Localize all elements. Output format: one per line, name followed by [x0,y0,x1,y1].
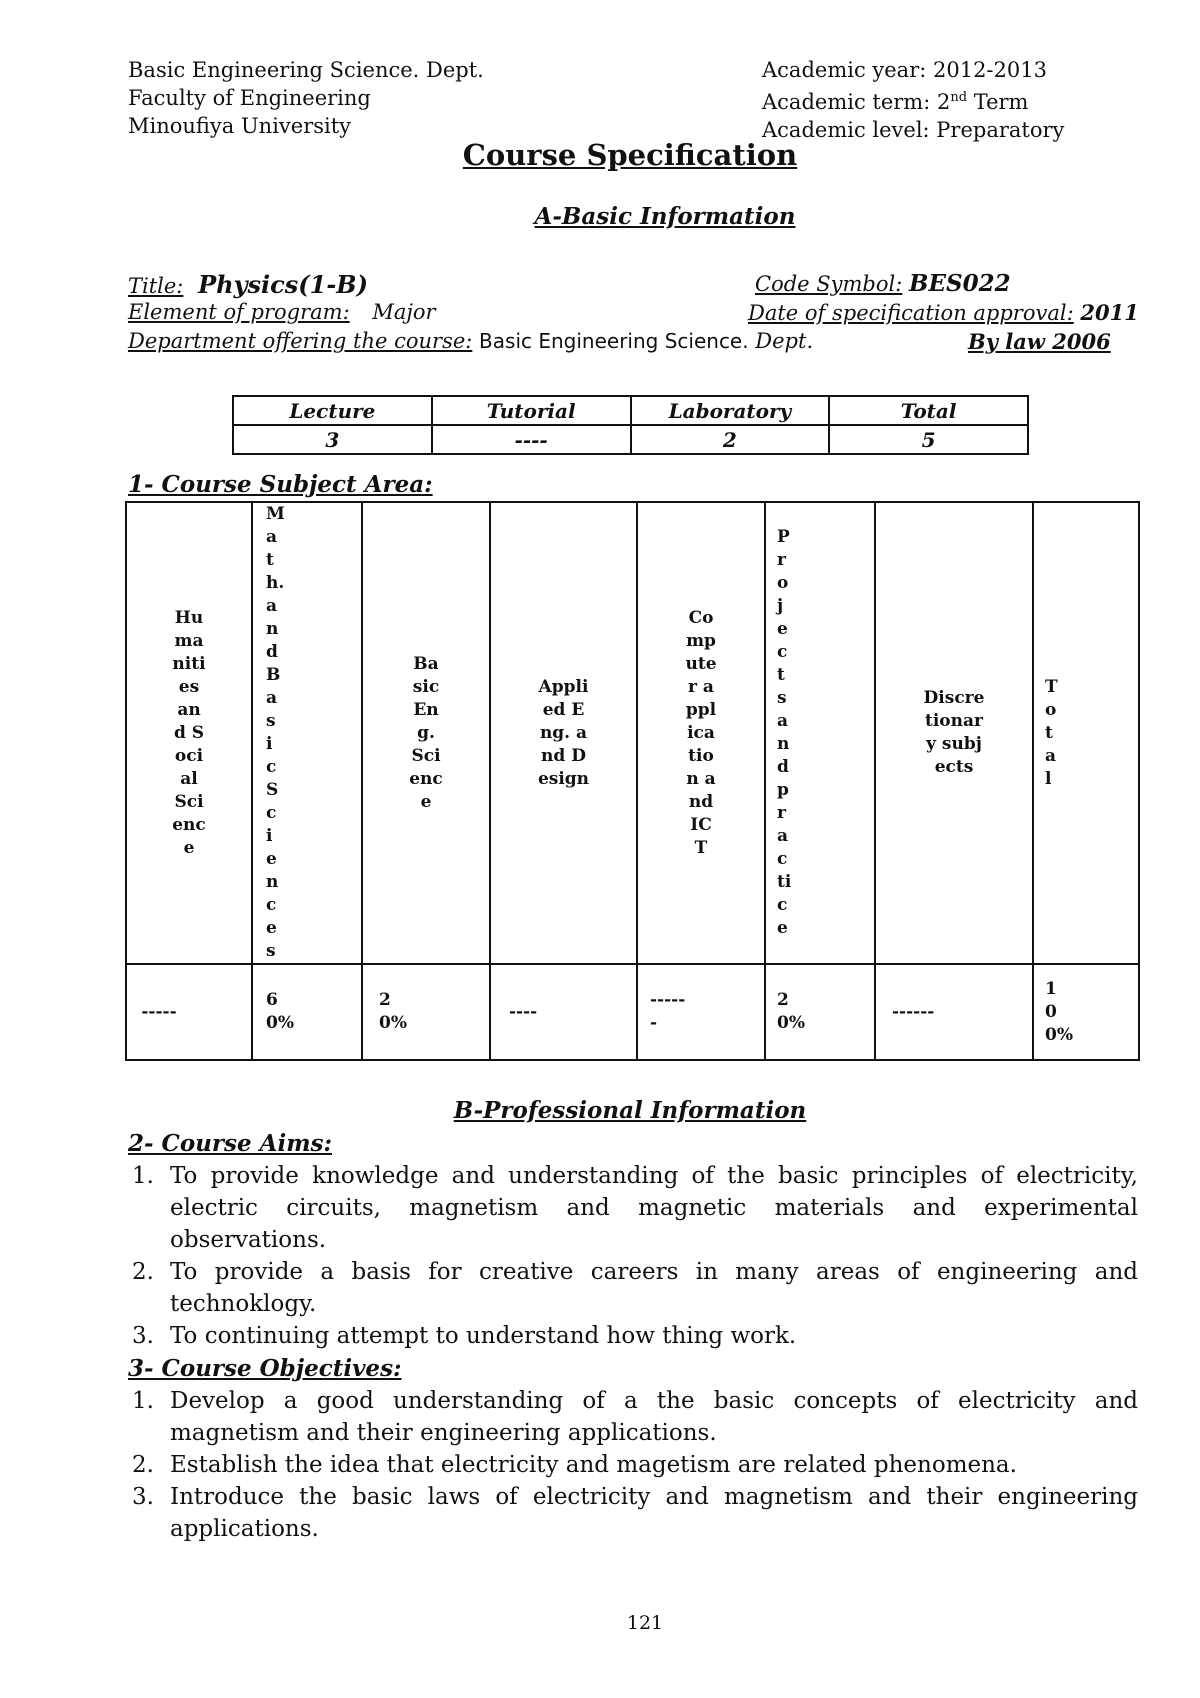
academic-term: Academic term: 2nd Term [762,90,1029,114]
humanities-header: Humanities and Social Science [126,502,252,964]
academic-year: Academic year: 2012-2013 [762,58,1047,82]
list-item: 2. Establish the idea that electricity and magetism are related phenomena. [132,1452,1017,1478]
applied-eng-design-header: Applied Eng. and Design [490,502,637,964]
title-value: Physics(1-B) [198,270,368,299]
list-item: 1. To provide knowledge and understanding of the basic principles of electricity, electric circuits, magnetism and magnetic materials and experimental observations. [132,1163,1138,1253]
university-name: Minoufiya University [128,114,352,138]
faculty-name: Faculty of Engineering [128,86,371,110]
math-basic-sciences-header: Math. and Basic Sciences [252,502,362,964]
element-value: Major [372,300,436,324]
discretionary-subjects-value: ------ [875,964,1033,1060]
header-left [128,56,484,140]
code-value: BES022 [909,270,1011,297]
subject-value-row [126,964,1139,1060]
department-value: Basic Engineering Science. [479,329,749,353]
code-line [755,270,1011,297]
course-aims-heading: 2- Course Aims: [128,1130,332,1157]
laboratory-header: Laboratory [631,396,830,425]
bylaw: By law 2006 [968,329,1111,354]
laboratory-value: 2 [631,425,830,454]
date-label: Date of specification approval: [748,301,1074,325]
subject-area-heading: 1- Course Subject Area: [128,471,433,498]
basic-eng-science-header: Basic Eng. Science [362,502,490,964]
date-line [748,300,1139,325]
course-objectives-list [122,1385,1138,1545]
load-value-row [233,425,1028,454]
projects-practice-value: 20% [765,964,875,1060]
basic-eng-science-value: 20% [362,964,490,1060]
lecture-header: Lecture [233,396,432,425]
list-item: 1. Develop a good understanding of a the basic concepts of electricity and magnetism and their engineering applications. [132,1388,1138,1446]
page-title: Course Specification [462,138,798,172]
total-header: Total [829,396,1028,425]
header-right [762,56,1064,144]
page-number: 121 [626,1612,664,1634]
element-label: Element of program: [128,300,350,324]
applied-eng-design-value: ---- [490,964,637,1060]
tutorial-value: ---- [432,425,631,454]
projects-practice-header: Projects and practice [765,502,875,964]
academic-level: Academic level: Preparatory [762,118,1065,142]
code-label: Code Symbol: [755,272,903,296]
department-line [128,329,813,353]
lecture-value: 3 [233,425,432,454]
tutorial-header: Tutorial [432,396,631,425]
list-item: 2. To provide a basis for creative careers in many areas of engineering and technoklogy. [132,1259,1138,1317]
humanities-value: ----- [126,964,252,1060]
load-header-row [233,396,1028,425]
section-b-heading: B-Professional Information [453,1097,807,1124]
computer-ict-header: Computer application and ICT [637,502,765,964]
element-line [128,300,436,324]
list-item: 3. Introduce the basic laws of electricity and magnetism and their engineering applications. [132,1484,1138,1542]
math-basic-sciences-value: 60% [252,964,362,1060]
total-subject-header: Total [1033,502,1139,964]
date-value: 2011 [1080,300,1139,325]
list-item: 3. To continuing attempt to understand how thing work. [132,1323,797,1349]
teaching-load-table [232,395,1029,455]
dept-name: Basic Engineering Science. Dept. [128,58,484,82]
department-suffix: Dept. [755,329,814,353]
subject-area-table [125,501,1140,1061]
subject-header-row [126,502,1139,964]
discretionary-subjects-header: Discretionary subjects [875,502,1033,964]
department-label: Department offering the course: [128,329,473,353]
total-value: 5 [829,425,1028,454]
course-objectives-heading: 3- Course Objectives: [128,1355,402,1382]
title-line [128,270,368,299]
total-subject-value: 100% [1033,964,1139,1060]
course-aims-list [122,1160,1138,1352]
title-label: Title: [128,274,184,298]
computer-ict-value: ------ [637,964,765,1060]
section-a-heading: A-Basic Information [534,203,796,230]
